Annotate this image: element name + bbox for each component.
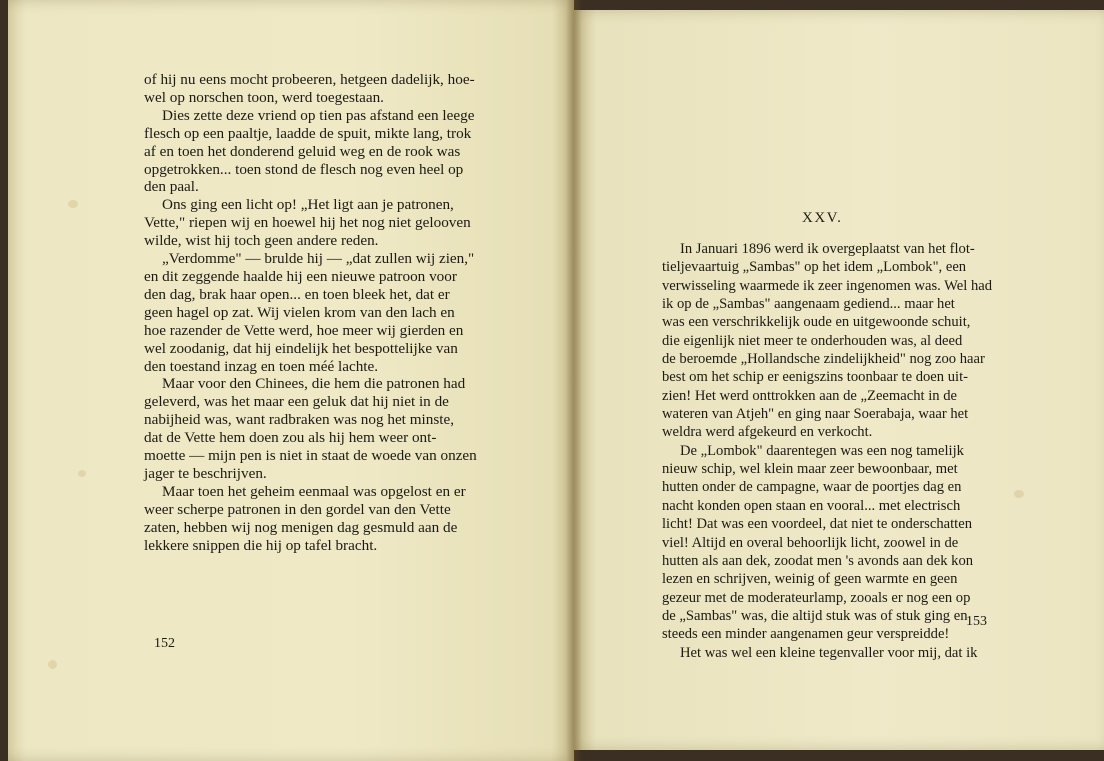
text-line: Ons ging een licht op! „Het ligt aan je patronen, <box>162 196 454 214</box>
text-line: flesch op een paaltje, laadde de spuit, mikte lang, trok <box>144 124 472 142</box>
text-line: wateren van Atjeh" en ging naar Soerabaja, waar het <box>662 406 969 423</box>
text-line: ik op de „Sambas" aangenaam gediend... maar het <box>662 296 955 313</box>
text-line: zien! Het werd onttrokken aan de „Zeemacht in de <box>662 387 957 404</box>
paper-stain <box>1014 490 1024 498</box>
text-line: lekkere snippen die hij op tafel bracht. <box>144 536 378 554</box>
text-line: Maar toen het geheim eenmaal was opgelost en er <box>162 482 466 500</box>
text-line: was een verschrikkelijk oude en uitgewoonde schuit, <box>662 314 971 331</box>
text-line: wel zoodanig, dat hij eindelijk het bespottelijke van <box>144 339 458 357</box>
text-line: Dies zette deze vriend op tien pas afstand een leege <box>162 106 475 124</box>
book-gutter <box>566 0 582 761</box>
left-page <box>8 0 574 761</box>
text-line: Het was wel een kleine tegenvaller voor mij, dat ik <box>680 644 978 661</box>
right-page-text <box>662 240 993 662</box>
text-line: den toestand inzag en toen méé lachte. <box>144 357 379 375</box>
text-line: opgetrokken... toen stond de flesch nog even heel op <box>144 160 464 178</box>
page-number-left: 152 <box>154 636 175 651</box>
text-line: weer scherpe patronen in den gordel van den Vette <box>144 500 451 518</box>
text-line: den paal. <box>144 178 199 196</box>
page-number-right: 153 <box>966 614 987 629</box>
text-line: af en toen het donderend geluid weg en de rook was <box>144 142 461 160</box>
text-line: steeds een minder aangenamen geur verspreidde! <box>662 626 950 643</box>
text-line: de „Sambas" was, die altijd stuk was of stuk ging en <box>662 607 968 624</box>
text-line: hutten als aan dek, zoodat men 's avonds aan dek kon <box>662 552 974 569</box>
text-line: de beroemde „Hollandsche zindelijkheid" nog zoo haar <box>662 351 985 368</box>
text-line: nacht konden open staan en vooral... met electrisch <box>662 497 961 514</box>
text-line: wilde, wist hij toch geen andere reden. <box>144 232 379 250</box>
text-line: en dit zeggende haalde hij een nieuwe patroon voor <box>144 267 457 285</box>
paper-stain <box>48 660 57 669</box>
text-line: weldra werd afgekeurd en verkocht. <box>662 424 873 441</box>
text-line: verwisseling waarmede ik zeer ingenomen was. Wel had <box>662 277 993 294</box>
text-line: tieljevaartuig „Sambas" op het idem „Lombok", een <box>662 259 967 276</box>
text-line: dat de Vette hem doen zou als hij hem weer ont- <box>144 429 437 447</box>
text-line: geleverd, was het maar een geluk dat hij niet in de <box>144 393 449 411</box>
text-line: of hij nu eens mocht probeeren, hetgeen dadelijk, hoe- <box>144 71 475 88</box>
text-line: nabijheid was, want radbraken was nog het minste, <box>144 411 454 429</box>
left-page-text <box>144 71 524 554</box>
text-line: lezen en schrijven, weinig of geen warmte en geen <box>662 571 958 588</box>
text-line: best om het schip er eenigszins toonbaar te doen uit- <box>662 369 968 386</box>
text-line: moette — mijn pen is niet in staat de woede van onzen <box>144 447 477 465</box>
text-line: nieuw schip, wel klein maar zeer bewoonbaar, met <box>662 461 958 478</box>
text-line: den dag, brak haar open... en toen bleek het, dat er <box>144 285 450 303</box>
text-line: hutten onder de campagne, waar de poortjes dag en <box>662 479 962 496</box>
text-line: „Verdomme" — brulde hij — „dat zullen wij zien," <box>162 250 475 268</box>
text-line: gezeur met de moderateurlamp, zooals er nog een op <box>662 589 971 606</box>
text-line: wel op norschen toon, werd toegestaan. <box>144 88 384 106</box>
text-line: viel! Altijd en overal behoorlijk licht, zoowel in de <box>662 534 959 551</box>
paper-stain <box>78 470 86 477</box>
text-line: die eigenlijk niet meer te onderhouden was, al deed <box>662 332 963 349</box>
text-line: zaten, hebben wij nog menigen dag gesmuld aan de <box>144 518 458 536</box>
text-line: geen hagel op zat. Wij vielen krom van den lach en <box>144 303 455 321</box>
text-line: licht! Dat was een voordeel, dat niet te onderschatten <box>662 516 972 533</box>
text-line: De „Lombok" daarentegen was een nog tamelijk <box>680 442 964 459</box>
right-page <box>574 10 1104 750</box>
text-line: Vette," riepen wij en hoewel hij het nog niet gelooven <box>144 214 471 232</box>
text-line: jager te beschrijven. <box>144 464 267 482</box>
text-line: In Januari 1896 werd ik overgeplaatst van het flot- <box>680 241 975 257</box>
text-line: Maar voor den Chinees, die hem die patronen had <box>162 375 466 393</box>
paper-stain <box>68 200 78 208</box>
text-line: hoe razender de Vette werd, hoe meer wij gierden en <box>144 321 464 339</box>
chapter-heading: XXV. <box>802 210 843 226</box>
